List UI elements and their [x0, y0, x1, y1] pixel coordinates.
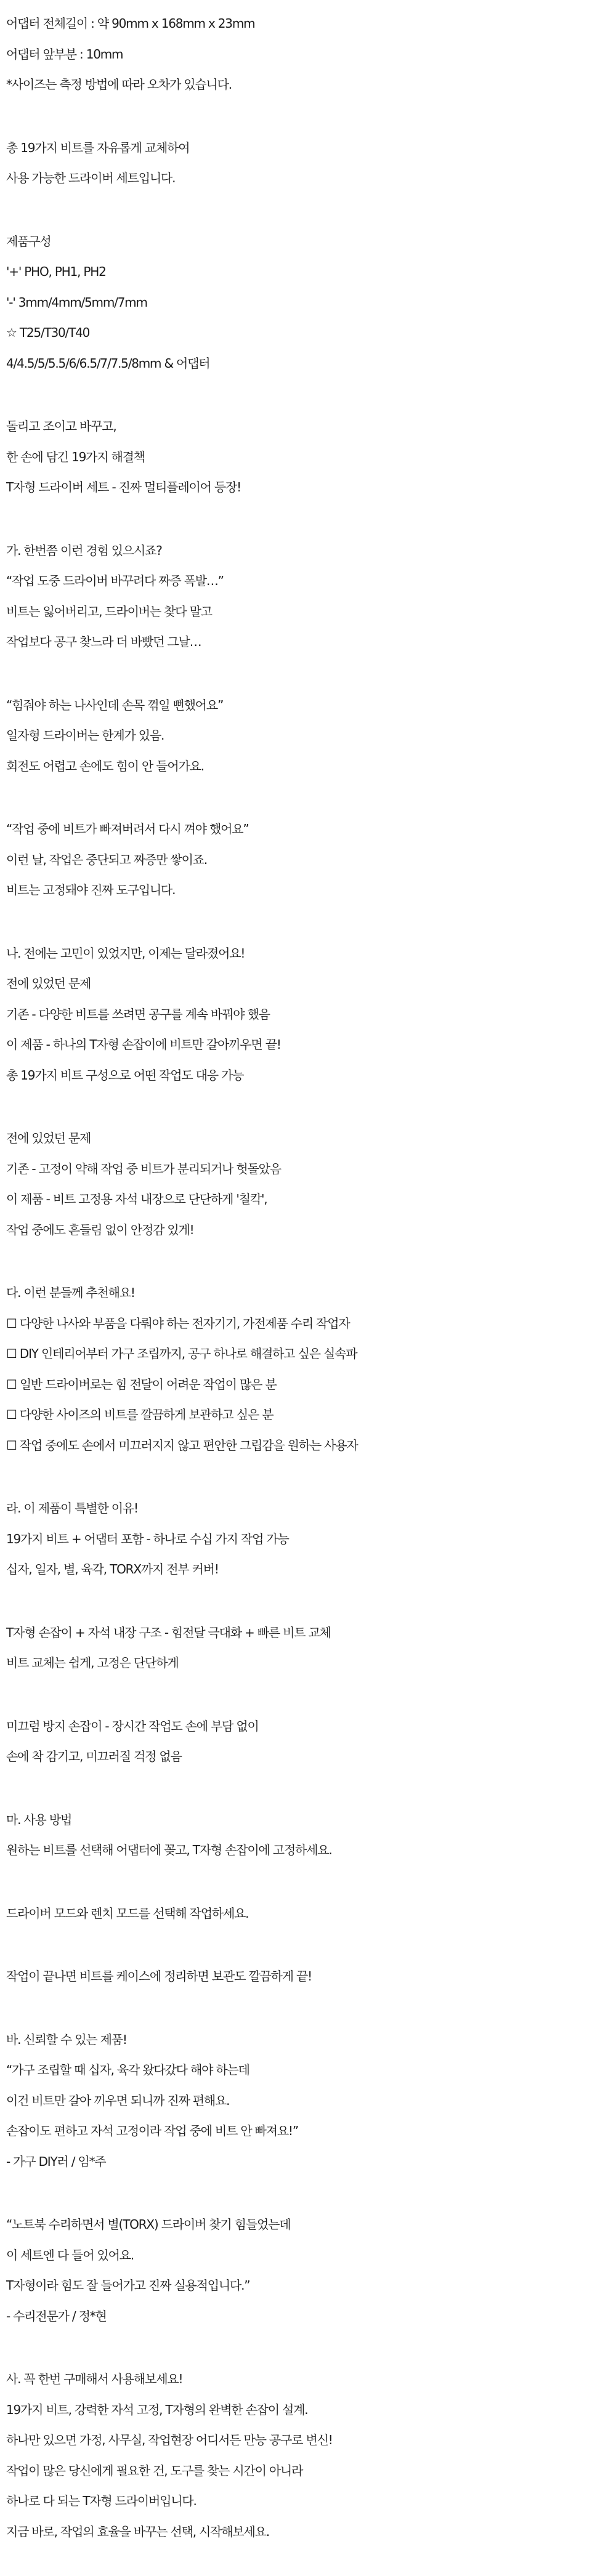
text-line: 작업 중에도 흔들림 없이 안정감 있게! — [6, 1222, 194, 1237]
text-line: 4/4.5/5/5.5/6/6.5/7/7.5/8mm & 어댑터 — [6, 355, 210, 371]
text-line: 가. 한번쯤 이런 경험 있으시죠? — [6, 543, 162, 558]
text-paragraph — [6, 536, 613, 658]
text-line: 라. 이 제품이 특별한 이유! — [6, 1501, 138, 1516]
text-line: 작업이 끝나면 비트를 케이스에 정리하면 보관도 깔끔하게 끝! — [6, 1969, 312, 1984]
text-paragraph — [6, 1618, 613, 1679]
text-line: T자형이라 힘도 잘 들어가고 진짜 실용적입니다.” — [6, 2278, 250, 2293]
text-line: 사. 꼭 한번 구매해서 사용해보세요! — [6, 2372, 183, 2386]
text-line: 미끄럼 방지 손잡이 - 장시간 작업도 손에 부담 없이 — [6, 1718, 259, 1734]
text-paragraph — [6, 1899, 613, 1929]
text-line: 나. 전에는 고민이 있었지만, 이제는 달라졌어요! — [6, 945, 245, 961]
text-line: “가구 조립할 때 십자, 육각 왔다갔다 해야 하는데 — [6, 2062, 249, 2077]
text-line: ☐ 다양한 사이즈의 비트를 깔끔하게 보관하고 싶은 분 — [6, 1407, 274, 1422]
text-line: 사용 가능한 드라이버 세트입니다. — [6, 171, 176, 185]
text-line: 어댑터 전체길이 : 약 90mm x 168mm x 23mm — [6, 16, 255, 31]
text-paragraph — [6, 1123, 613, 1245]
text-paragraph — [6, 2025, 613, 2178]
text-line: '-' 3mm/4mm/5mm/7mm — [6, 294, 147, 310]
text-line: 이 세트엔 다 들어 있어요. — [6, 2247, 134, 2263]
text-paragraph — [6, 2210, 613, 2332]
text-line: 한 손에 담긴 19가지 해결책 — [6, 449, 145, 464]
text-line: 이 제품 - 비트 고정용 자석 내장으로 단단하게 '칠칵', — [6, 1192, 267, 1206]
text-line: 회전도 어렵고 손에도 힘이 안 들어가요. — [6, 758, 204, 773]
text-line: 비트는 잃어버리고, 드라이버는 찾다 말고 — [6, 604, 212, 619]
text-paragraph — [6, 814, 613, 906]
text-line: 기존 - 다양한 비트를 쓰려면 공구를 계속 바꿔야 했음 — [6, 1006, 270, 1022]
text-paragraph — [6, 1711, 613, 1772]
text-line: ☐ 일반 드라이버로는 힘 전달이 어려운 작업이 많은 분 — [6, 1376, 277, 1392]
text-line: 이건 비트만 갈아 끼우면 되니까 진짜 편해요. — [6, 2093, 230, 2108]
text-line: ☆ T25/T30/T40 — [6, 325, 90, 340]
text-paragraph — [6, 2364, 613, 2547]
text-line: 작업보다 공구 찾느라 더 바빴던 그날… — [6, 634, 201, 649]
text-line: 마. 사용 방법 — [6, 1812, 72, 1827]
text-paragraph — [6, 1805, 613, 1866]
text-line: ☐ DIY 인테리어부터 가구 조립까지, 공구 하나로 해결하고 싶은 실속파 — [6, 1346, 357, 1361]
text-line: 전에 있었던 문제 — [6, 976, 91, 991]
text-line: 하나만 있으면 가정, 사무실, 작업현장 어디서든 만능 공구로 변신! — [6, 2433, 333, 2447]
text-line: “작업 중에 비트가 빠져버려서 다시 껴야 했어요” — [6, 822, 249, 836]
text-line: T자형 드라이버 세트 - 진짜 멀티플레이어 등장! — [6, 480, 241, 495]
text-line: 일자형 드라이버는 한계가 있음. — [6, 728, 164, 743]
text-line: - 수리전문가 / 정*현 — [6, 2308, 107, 2324]
text-line: 어댑터 앞부분 : 10mm — [6, 46, 123, 62]
text-line: 십자, 일자, 별, 육각, TORX까지 전부 커버! — [6, 1562, 219, 1577]
text-line: “노트북 수리하면서 별(TORX) 드라이버 찾기 힘들었는데 — [6, 2217, 291, 2232]
text-line: 19가지 비트, 강력한 자석 고정, T자형의 완벽한 손잡이 설계. — [6, 2402, 308, 2417]
text-line: 총 19가지 비트 구성으로 어떤 작업도 대응 가능 — [6, 1067, 244, 1083]
text-line: '+' PHO, PH1, PH2 — [6, 264, 106, 279]
text-line: 원하는 비트를 선택해 어댑터에 꽂고, T자형 손잡이에 고정하세요. — [6, 1843, 332, 1857]
text-line: 이런 날, 작업은 중단되고 짜증만 쌓이죠. — [6, 852, 208, 867]
text-line: 바. 신뢰할 수 있는 제품! — [6, 2032, 127, 2047]
text-line: 작업이 많은 당신에게 필요한 건, 도구를 찾는 시간이 아니라 — [6, 2463, 303, 2478]
text-line: ☐ 작업 중에도 손에서 미끄러지지 않고 편안한 그립감을 원하는 사용자 — [6, 1437, 358, 1453]
text-paragraph — [6, 1961, 613, 1992]
text-line: “힘줘야 하는 나사인데 손목 꺾일 뻔했어요” — [6, 697, 224, 713]
text-line: 제품구성 — [6, 233, 51, 249]
text-paragraph — [6, 1278, 613, 1461]
text-paragraph — [6, 1493, 613, 1585]
text-line: 비트는 고정돼야 진짜 도구입니다. — [6, 882, 176, 897]
text-line: 손잡이도 편하고 자석 고정이라 작업 중에 비트 안 빠져요!” — [6, 2123, 298, 2138]
text-line: - 가구 DIY러 / 임*주 — [6, 2154, 106, 2169]
text-line: ☐ 다양한 나사와 부품을 다뤄야 하는 전자기기, 가전제품 수리 작업자 — [6, 1315, 350, 1331]
text-line: 다. 이런 분들께 추천해요! — [6, 1285, 135, 1300]
text-paragraph — [6, 133, 613, 194]
text-line: 총 19가지 비트를 자유롭게 교체하여 — [6, 140, 190, 155]
text-line: 지금 바로, 작업의 효율을 바꾸는 선택, 시작해보세요. — [6, 2524, 269, 2539]
product-description — [6, 9, 613, 2547]
text-line: 손에 착 감기고, 미끄러질 걱정 없음 — [6, 1749, 182, 1764]
text-line: 비트 교체는 쉽게, 고정은 단단하게 — [6, 1655, 179, 1670]
text-paragraph — [6, 939, 613, 1091]
text-line: *사이즈는 측정 방법에 따라 오차가 있습니다. — [6, 77, 232, 92]
text-line: 돌리고 조이고 바꾸고, — [6, 419, 116, 434]
text-line: “작업 도중 드라이버 바꾸려다 짜증 폭발…” — [6, 573, 224, 588]
text-paragraph — [6, 227, 613, 379]
text-paragraph — [6, 9, 613, 100]
text-line: 기존 - 고정이 약해 작업 중 비트가 분리되거나 헛돌았음 — [6, 1161, 281, 1176]
text-line: 19가지 비트 + 어댑터 포함 - 하나로 수십 가지 작업 가능 — [6, 1531, 289, 1546]
text-line: 전에 있었던 문제 — [6, 1131, 91, 1145]
text-line: 하나로 다 되는 T자형 드라이버입니다. — [6, 2493, 197, 2508]
text-paragraph — [6, 690, 613, 782]
text-paragraph — [6, 411, 613, 503]
text-line: 이 제품 - 하나의 T자형 손잡이에 비트만 갈아끼우면 끝! — [6, 1037, 281, 1052]
text-line: 드라이버 모드와 렌치 모드를 선택해 작업하세요. — [6, 1905, 249, 1921]
text-line: T자형 손잡이 + 자석 내장 구조 - 힘전달 극대화 + 빠른 비트 교체 — [6, 1625, 331, 1640]
